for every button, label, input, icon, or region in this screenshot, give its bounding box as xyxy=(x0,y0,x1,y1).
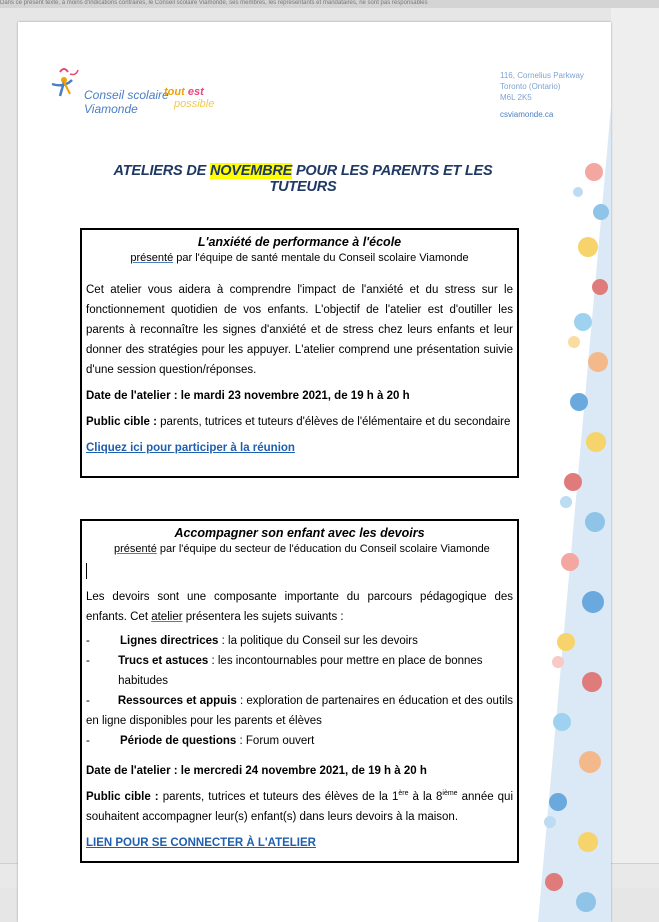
top-bar xyxy=(0,0,659,8)
workshop-title: L'anxiété de performance à l'école xyxy=(197,235,402,249)
logo-slogan: tout est possible xyxy=(164,86,215,110)
workshop-date: Date de l'atelier : le mardi 23 novembre 2021, de 19 h à 20 h xyxy=(86,390,410,402)
workshop-intro: Les devoirs sont une composante importante du parcours pédagogique des enfants. Cet atelier présentera les sujets suivants : xyxy=(86,591,513,623)
workshop-homework-box xyxy=(80,519,519,863)
workshop-description: Cet atelier vous aidera à comprendre l'impact de l'anxiété et du stress sur le fonctionnement quotidien de vos enfants. L'objectif de l'atelier est d'outiller les parents à reconnaître les signes d'anxiété et de stress chez leurs enfants et leur donner des stratégies pour les appuyer. L'atelier comprend une présentation suivie d'une session question/réponses. xyxy=(86,284,513,376)
page-title: ATELIERS DE NOVEMBRE POUR LES PARENTS ET LES TUTEURS xyxy=(113,163,493,195)
workshop-presenter: présenté par l'équipe de santé mentale du Conseil scolaire Viamonde xyxy=(130,252,469,264)
workshop-presenter: présenté par l'équipe du secteur de l'éducation du Conseil scolaire Viamonde xyxy=(114,543,490,555)
conseil-viamonde-logo xyxy=(46,64,246,124)
workshop-date: Date de l'atelier : le mercredi 24 novembre 2021, de 19 h à 20 h xyxy=(86,765,427,777)
list-item: - Trucs et astuces : les incontournables pour mettre en place de bonnes habitudes xyxy=(86,655,483,687)
top-bar-text: Dans ce présent texte, à moins d'indications contraires, le Conseil scolaire Viamonde, ses membres, les représentants et mandataires, ne sont pas responsables xyxy=(0,0,428,6)
document-page xyxy=(18,22,611,922)
website: csviamonde.ca xyxy=(500,110,554,119)
workshop-title: Accompagner son enfant avec les devoirs xyxy=(174,526,425,540)
logo-figure-icon xyxy=(46,64,86,104)
workshop-anxiety-box xyxy=(80,228,519,478)
workshop-audience: Public cible : parents, tutrices et tuteurs des élèves de la 1ère à la 8ième année qui souhaitent accompagner leur(s) enfant(s) dans leurs devoirs à la maison. xyxy=(86,790,514,823)
letterhead-address: 116, Cornelius Parkway Toronto (Ontario) M6L 2K5 csviamonde.ca xyxy=(500,70,600,120)
logo-org-name: Conseil scolaire Viamonde xyxy=(84,88,169,116)
list-item: - Période de questions : Forum ouvert xyxy=(86,735,315,747)
right-gutter xyxy=(611,8,659,864)
join-meeting-link[interactable]: Cliquez ici pour participer à la réunion xyxy=(86,442,295,454)
highlighted-month: NOVEMBRE xyxy=(209,163,293,179)
list-item: - Lignes directrices : la politique du Conseil sur les devoirs xyxy=(86,635,418,647)
list-item: - Ressources et appuis : exploration de partenaires en éducation et des outils en ligne disponibles pour les parents et élèves xyxy=(86,695,513,727)
text-cursor xyxy=(86,563,87,579)
connect-workshop-link[interactable]: LIEN POUR SE CONNECTER À L'ATELIER xyxy=(86,837,316,849)
workshop-audience: Public cible : parents, tutrices et tuteurs d'élèves de l'élémentaire et du secondaire xyxy=(86,416,511,428)
